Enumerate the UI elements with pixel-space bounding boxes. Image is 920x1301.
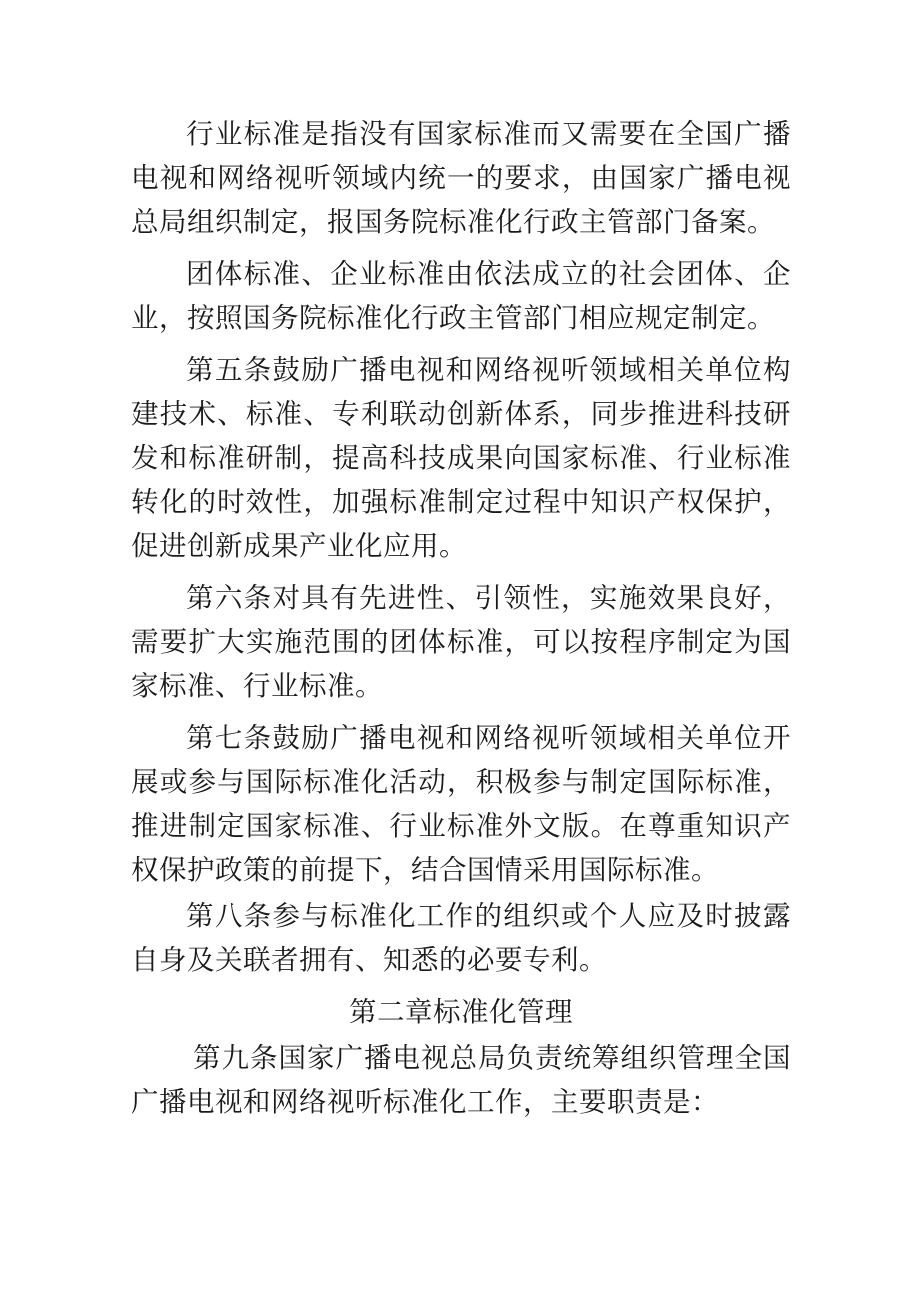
chapter-heading: 第二章标准化管理 [349,996,573,1028]
paragraph-article-5: 第五条鼓励广播电视和网络视听领域相关单位构建技术、标准、专利联动创新体系，同步推进科技研发和标准研制，提高科技成果向国家标准、行业标准转化的时效性，加强标准制定过程中知识产权保护，促进创新成果产业化应用。 [131,354,791,562]
paragraph-article-6: 第六条对具有先进性、引领性，实施效果良好，需要扩大实施范围的团体标准，可以按程序制定为国家标准、行业标准。 [131,582,791,702]
paragraph-article-9: 第九条国家广播电视总局负责统筹组织管理全国广播电视和网络视听标准化工作，主要职责是： [131,1042,791,1118]
paragraph-group-enterprise-standard: 团体标准、企业标准由依法成立的社会团体、企业，按照国务院标准化行政主管部门相应规定制定。 [131,258,791,334]
paragraph-article-8: 第八条参与标准化工作的组织或个人应及时披露自身及关联者拥有、知悉的必要专利。 [131,900,791,976]
paragraph-industry-standard: 行业标准是指没有国家标准而又需要在全国广播电视和网络视听领域内统一的要求，由国家广播电视总局组织制定，报国务院标准化行政主管部门备案。 [131,118,791,238]
paragraph-article-7: 第七条鼓励广播电视和网络视听领域相关单位开展或参与国际标准化活动，积极参与制定国际标准，推进制定国家标准、行业标准外文版。在尊重知识产权保护政策的前提下，结合国情采用国际标准。 [131,722,791,886]
document-body [131,112,791,1124]
